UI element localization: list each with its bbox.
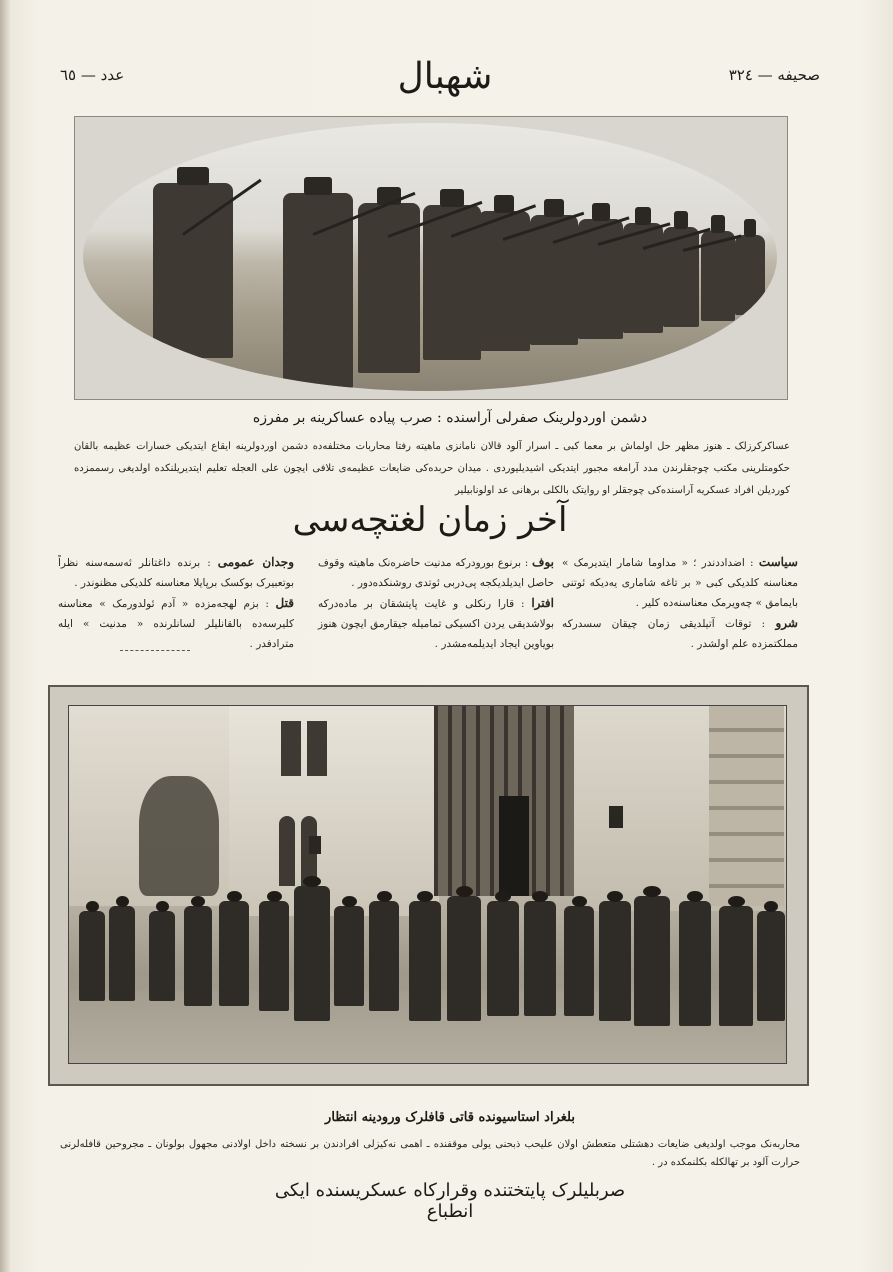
glossary-column-middle	[318, 552, 554, 654]
glossary-entry	[562, 552, 798, 613]
glossary-entry	[318, 593, 554, 654]
section-heading: آخر زمان لغتچه‌سی	[292, 500, 568, 540]
glossary-definition: : توقات آتیلدیقی زمان چیقان سسدرکه مملکتمزده علم اولشدر .	[562, 618, 798, 650]
photo-station-image	[68, 705, 787, 1064]
glossary-entry	[318, 552, 554, 593]
crowd-figure	[79, 911, 105, 1001]
crowd-figure	[524, 901, 556, 1016]
glossary-column-right	[562, 552, 798, 654]
crowd-figure	[409, 901, 441, 1021]
glossary-definition: : برنده داغتانلر ئه‌سمه‌سنه نظراً بوتعبیرک بوکسک برپایلا معناسنه کلدیکی مظنوندر .	[58, 557, 294, 589]
page-number: صحیفه — ٣٢٤	[728, 66, 820, 84]
photo-soldiers	[74, 116, 788, 400]
building-facade	[229, 706, 439, 916]
crowd-figure	[447, 896, 481, 1021]
window	[281, 721, 301, 776]
crowd-figure	[487, 901, 519, 1016]
tree	[139, 776, 219, 896]
window	[307, 721, 327, 776]
binding-edge	[0, 0, 10, 1272]
crowd-figure	[184, 906, 212, 1006]
crowd-figure	[149, 911, 175, 1001]
article-paragraph-1: عساکرکرزلک ـ هنوز مظهر حل اولماش بر معما کبی ـ اسرار آلود قالان نامانزی ماهیته رفتا محاربات مختلفه‌ده دشمن اوردولرینه ایقاع ایتدیکی خسارات عظیمه بالقان حکومتلرینی مکتب چوجقلرندن مدد آرامغه مجبور ایتدیکی اشیدیلیوردی . میدان حربده‌کی ضایعات عظیمه‌ی تلافی ایچون علی العجله تعلیم ایتدیریلنکده اولدیغی رسممزده کوردیلن افراد عسکریه آراسنده‌کی چوجقلر او روایتک بالکلی برهانی عد اولونابیلیر	[74, 441, 790, 496]
photo-station-caption: بلغراد استاسیونده قاتی قافلرک ورودینه انتظار	[325, 1110, 575, 1125]
street-lamp	[609, 806, 623, 828]
soldier-figure	[735, 235, 765, 315]
glossary-definition: : بزم لهجه‌مزده « آدم ئولدورمک » معناسنه کلیرسه‌ده بالقانلیلر لسانلرنده « مدنیت » ایله مترادفدر .	[58, 598, 294, 650]
article-paragraph-2: محاربه‌نک موجب اولدیغی ضایعات دهشتلی متعطش اولان علیحب ذبحنی یولی موقفنده ـ اهمی نه‌کیزلی افرادندن بر نسخته داخل اولادنی مجهول بولونان ـ مجروحین قافله‌لرنی حرارت آلود بر تهالکله بکلنمکده در .	[60, 1139, 800, 1168]
glossary-term: بوف	[532, 555, 554, 569]
crowd-figure	[679, 901, 711, 1026]
issue-number: عدد — ٦٥	[60, 66, 125, 84]
street-lamp	[309, 836, 321, 854]
photo-station	[48, 685, 809, 1086]
glossary-term: قتل	[275, 596, 294, 610]
glossary-term: وجدان عمومی	[217, 555, 295, 569]
crowd-figure	[719, 906, 753, 1026]
glossary-definition: : قارا رنکلی و غایت پایتشقان بر ماده‌درکه بولاشدیقی یردن اکسیکی تمامیله جیقارمق ایچون هنوز بویاوین ایجاد ایدیلمه‌مشدر .	[318, 598, 554, 650]
stone-pilaster	[709, 706, 784, 906]
glossary-term: افترا	[531, 596, 554, 610]
crowd-figure	[599, 901, 631, 1021]
glossary-entry	[58, 552, 294, 593]
crowd-figure	[219, 901, 249, 1006]
crowd-figure	[757, 911, 785, 1021]
crowd-figure	[369, 901, 399, 1011]
glossary-term: سیاست	[758, 555, 798, 569]
spread-title: صربلیلرک پایتختنده وقرارکاه عسکریسنده ایکی انطباع	[274, 1180, 626, 1222]
section-divider	[120, 650, 190, 652]
soldier-figure	[623, 223, 663, 333]
masthead-title: شهبال	[397, 56, 493, 97]
crowd-figure	[259, 901, 289, 1011]
crowd-figure	[564, 906, 594, 1016]
crowd-figure	[334, 906, 364, 1006]
crowd-figure	[294, 886, 330, 1021]
crowd-figure	[109, 906, 135, 1001]
crowd-figure	[634, 896, 670, 1026]
glossary-definition: : برنوع بورودرکه مدنیت حاضره‌نک ماهیته وقوف حاصل ایدیلدیکجه پی‌دربی ئوتدی روشنکده‌دور .	[318, 557, 554, 589]
glossary-entry	[58, 593, 294, 654]
glossary-entry	[562, 613, 798, 654]
glossary-column-left	[58, 552, 294, 654]
window	[279, 816, 295, 886]
photo-soldiers-caption: دشمن اوردولرینک صفرلی آراسنده : صرب پیاده عساکرینه بر مفرزه	[252, 410, 648, 426]
glossary-term: شرو	[775, 616, 798, 630]
glossary-definition: : اضدادد‌ندر ؛ « مداوما شامار ایتدیرمک » معناسنه کلدیکی کبی « بر تاغه شاماری یه‌دیکه ئوتنی بایمامق » چه‌ویرمک معناسنه‌ده کلیر .	[562, 557, 798, 609]
page-header	[60, 56, 820, 106]
gate-doorway	[499, 796, 529, 896]
photo-soldiers-oval	[83, 123, 777, 391]
